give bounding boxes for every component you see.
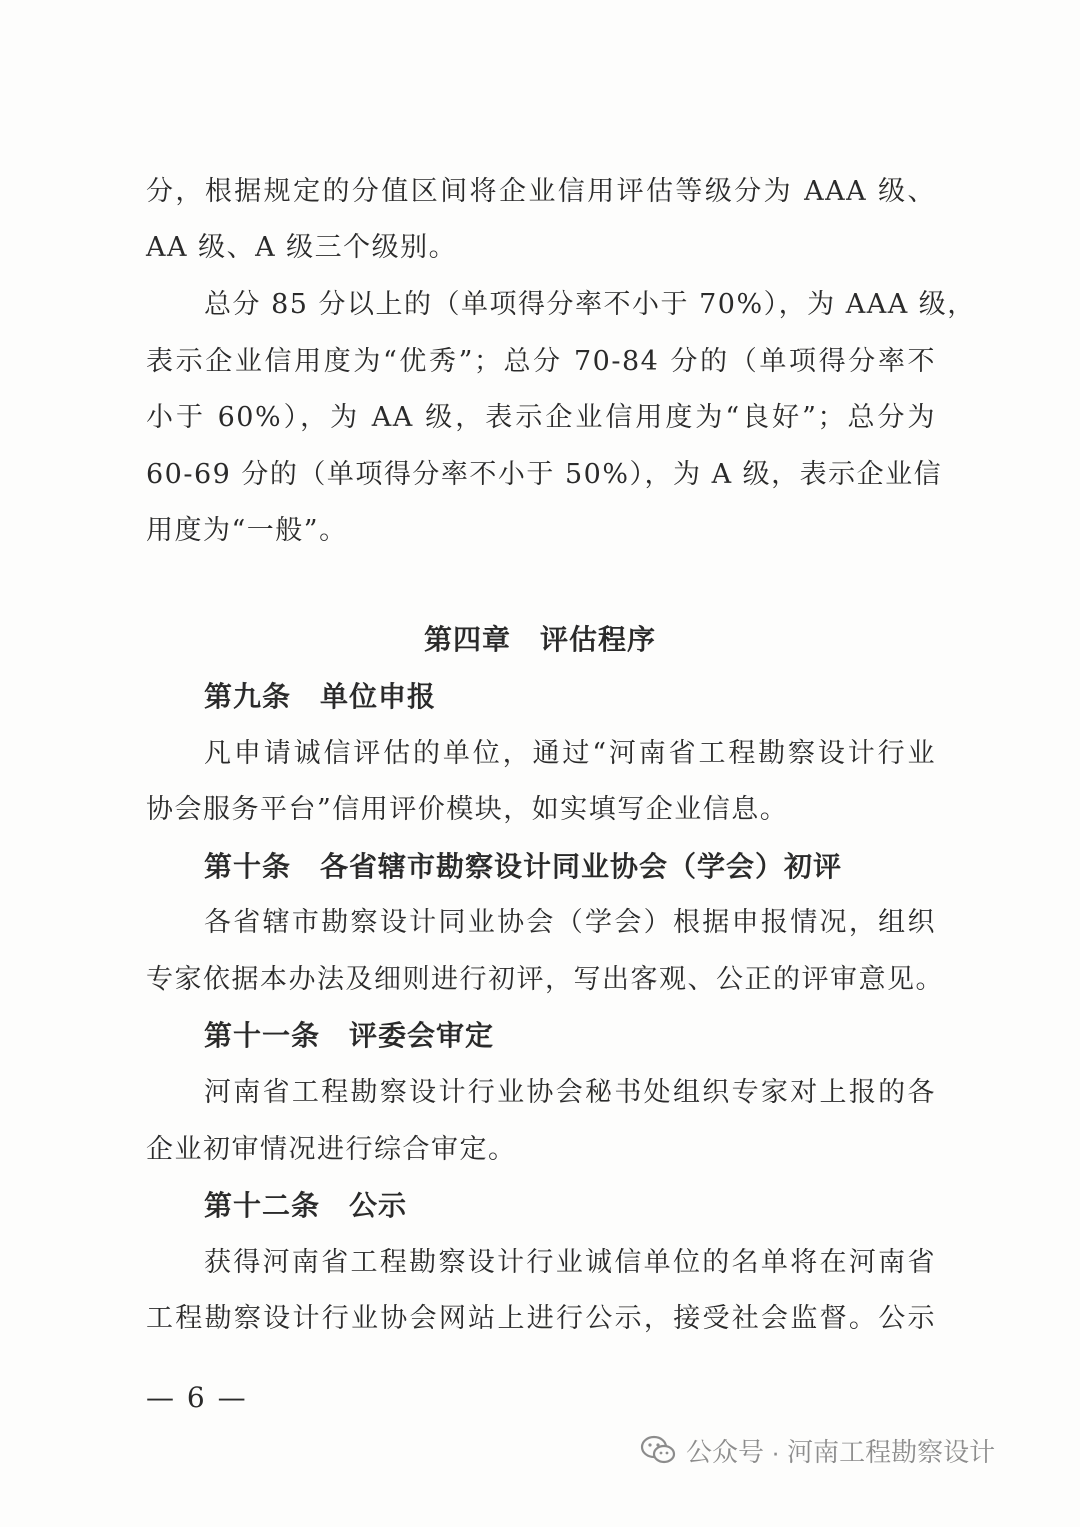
paragraph-line: 小于 60%），为 AA 级，表示企业信用度为“良好”；总分为 [146,402,936,433]
article-heading: 第十二条 公示 [204,1189,408,1222]
page-number: — 6 — [146,1381,248,1414]
paragraph-line: 工程勘察设计行业协会网站上进行公示，接受社会监督。公示 [146,1303,936,1334]
paragraph-line: 协会服务平台”信用评价模块，如实填写企业信息。 [146,794,789,825]
paragraph-line: 专家依据本办法及细则进行初评，写出客观、公正的评审意见。 [146,964,944,995]
paragraph-line: 各省辖市勘察设计同业协会（学会）根据申报情况，组织 [204,907,936,938]
paragraph-line: 60-69 分的（单项得分率不小于 50%），为 A 级，表示企业信 [146,459,943,490]
paragraph-line: AA 级、A 级三个级别。 [146,232,458,263]
paragraph-line: 河南省工程勘察设计行业协会秘书处组织专家对上报的各 [204,1077,936,1108]
paragraph-line: 用度为“一般”。 [146,515,348,546]
wechat-icon [640,1435,676,1465]
paragraph-line: 表示企业信用度为“优秀”；总分 70-84 分的（单项得分率不 [146,346,936,377]
paragraph-line: 企业初审情况进行综合审定。 [146,1134,517,1165]
paragraph-line: 凡申请诚信评估的单位，通过“河南省工程勘察设计行业 [204,738,936,769]
chapter-title: 第四章 评估程序 [423,623,656,656]
article-heading: 第十条 各省辖市勘察设计同业协会（学会）初评 [204,850,843,883]
watermark [640,1430,995,1470]
article-heading: 第十一条 评委会审定 [204,1019,495,1052]
paragraph-line: 获得河南省工程勘察设计行业诚信单位的名单将在河南省 [204,1247,936,1278]
watermark-text: 公众号 · 河南工程勘察设计 [686,1436,996,1467]
paragraph-line: 分，根据规定的分值区间将企业信用评估等级分为 AAA 级、 [146,176,936,207]
article-heading: 第九条 单位申报 [204,680,437,713]
paragraph-line: 总分 85 分以上的（单项得分率不小于 70%），为 AAA 级， [204,289,976,320]
